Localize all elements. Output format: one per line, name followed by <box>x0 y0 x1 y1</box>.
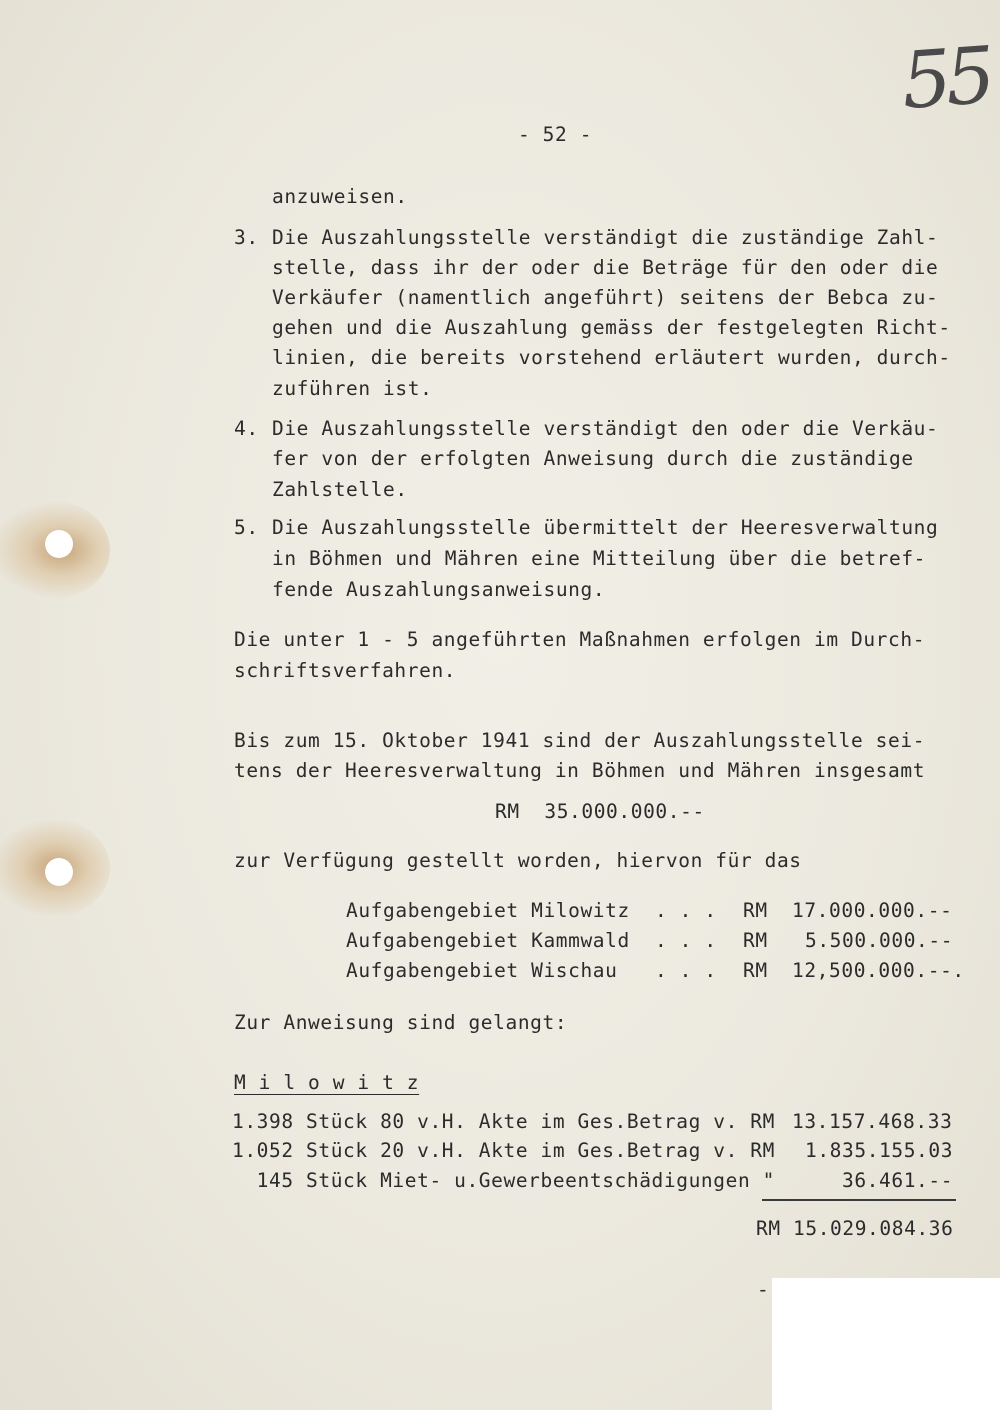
item-line: Die Auszahlungsstelle übermittelt der Heeresverwaltung <box>272 516 939 539</box>
item-number: 3. <box>234 226 259 249</box>
milowitz-total: RM 15.029.084.36 <box>756 1217 954 1240</box>
summary-line: schriftsverfahren. <box>234 659 457 682</box>
item-line: stelle, dass ihr der oder die Beträge für den oder die <box>272 256 939 279</box>
item-number: 4. <box>234 417 259 440</box>
allocation-currency: RM <box>743 929 768 952</box>
item-line: Verkäufer (namentlich angeführt) seitens der Bebca zu- <box>272 286 939 309</box>
allocation-amount: 5.500.000.-- <box>805 929 954 952</box>
milowitz-row-text: 1.052 Stück 20 v.H. Akte im Ges.Betrag v. RM <box>232 1139 775 1162</box>
section-heading-milowitz: M i l o w i t z <box>234 1071 420 1094</box>
allocation-dots: . . . <box>655 899 717 922</box>
item-line: Die Auszahlungsstelle verständigt die zuständige Zahl- <box>272 226 939 249</box>
milowitz-row-text: 1.398 Stück 80 v.H. Akte im Ges.Betrag v. RM <box>232 1110 775 1133</box>
provided-text: zur Verfügung gestellt worden, hiervon für das <box>234 849 802 872</box>
item-line: gehen und die Auszahlung gemäss der festgelegten Richt- <box>272 316 951 339</box>
allocation-currency: RM <box>743 899 768 922</box>
summary-line: Die unter 1 - 5 angeführten Maßnahmen erfolgen im Durch- <box>234 628 926 651</box>
allocation-label: Aufgabengebiet Wischau <box>346 959 618 982</box>
trailing-dash: - <box>757 1278 770 1301</box>
assigned-heading: Zur Anweisung sind gelangt: <box>234 1011 568 1034</box>
item-number: 5. <box>234 516 259 539</box>
item-line: zuführen ist. <box>272 377 433 400</box>
scan-white-corner <box>772 1278 1000 1410</box>
allocation-dots: . . . <box>655 959 717 982</box>
intro-line: tens der Heeresverwaltung in Böhmen und Mähren insgesamt <box>234 759 926 782</box>
item-line: Die Auszahlungsstelle verständigt den oder die Verkäu- <box>272 417 939 440</box>
allocation-dots: . . . <box>655 929 717 952</box>
allocation-label: Aufgabengebiet Milowitz <box>346 899 630 922</box>
item-line: Zahlstelle. <box>272 478 408 501</box>
sum-rule <box>762 1199 956 1201</box>
item-line: in Böhmen und Mähren eine Mitteilung über die betref- <box>272 547 927 570</box>
page-number: - 52 - <box>518 123 593 146</box>
item-line: fer von der erfolgten Anweisung durch die zuständige <box>272 447 914 470</box>
allocation-amount: 17.000.000.-- <box>792 899 953 922</box>
punch-hole-lower <box>45 858 73 886</box>
allocation-currency: RM <box>743 959 768 982</box>
item-line: linien, die bereits vorstehend erläutert wurden, durch- <box>272 346 951 369</box>
milowitz-row-text: 145 Stück Miet- u.Gewerbeentschädigungen " <box>232 1169 775 1192</box>
milowitz-row-amount: 13.157.468.33 <box>792 1110 953 1133</box>
continuation-text: anzuweisen. <box>272 185 408 208</box>
item-line: fende Auszahlungsanweisung. <box>272 578 606 601</box>
handwritten-folio-number: 55 <box>898 31 993 127</box>
allocation-label: Aufgabengebiet Kammwald <box>346 929 630 952</box>
milowitz-row-amount: 1.835.155.03 <box>805 1139 954 1162</box>
allocation-amount: 12,500.000.--. <box>792 959 965 982</box>
milowitz-row-amount: 36.461.-- <box>842 1169 954 1192</box>
intro-line: Bis zum 15. Oktober 1941 sind der Auszahlungsstelle sei- <box>234 729 926 752</box>
punch-hole-upper <box>45 530 73 558</box>
total-provided-amount: RM 35.000.000.-- <box>495 800 705 823</box>
